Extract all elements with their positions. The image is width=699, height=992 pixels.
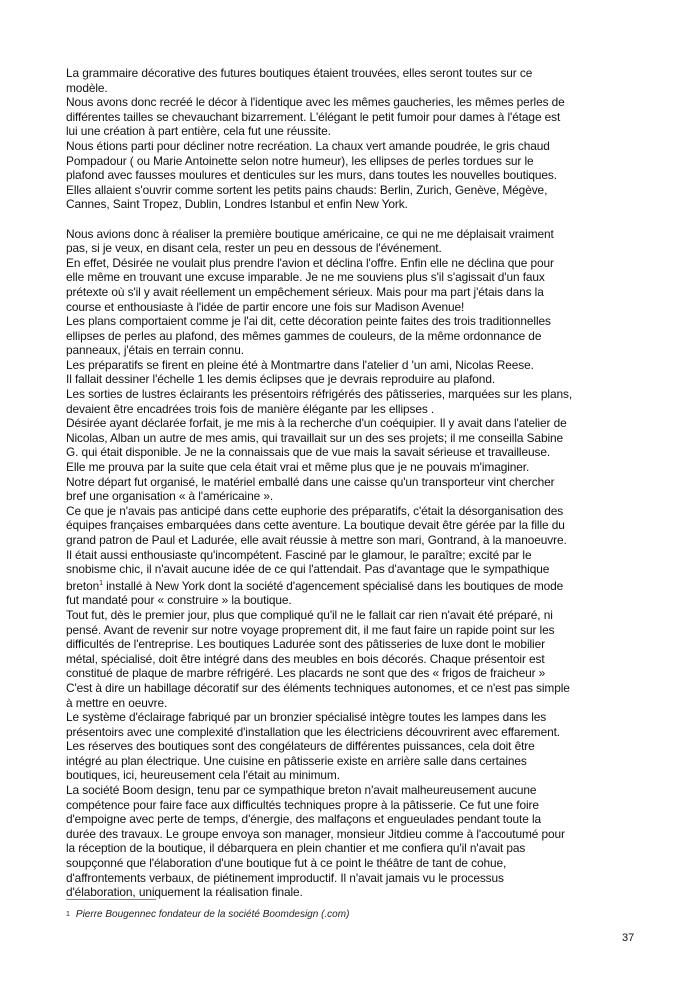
paragraph: Les plans comportaient comme je l'ai dit, cette décoration peinte faites des trois traditionnelles ellipses de perles au plafond, des mêmes gammes de couleurs, de la même ordonnance de panneaux, j'étais en terrain connu. bbox=[66, 314, 551, 358]
paragraph: En effet, Désirée ne voulait plus prendre l'avion et déclina l'offre. Enfin elle ne déclina que pour elle même en trouvant une excuse imparable. Je ne me souviens plus s'il s'agissait d'un faux prétexte où s'il y avait réellement un empêchement sérieux. Mais pour ma part j'étais dans la course et enthousiaste à l'idée de partir encore une fois sur Madison Avenue! bbox=[66, 255, 554, 314]
paragraph: Nous avons donc recréé le décor à l'identique avec les mêmes gaucheries, les mêmes perles de différentes tailles se chevauchant bizarrement. L'élégant le petit fumoir pour dames à l'étage est lui une création à part entière, cela fut une réussite. bbox=[66, 95, 565, 139]
paragraph: Les préparatifs se firent en pleine été à Montmartre dans l'atelier d 'un ami, Nicolas Reese. bbox=[66, 357, 534, 372]
paragraph: Le système d'éclairage fabriqué par un bronzier spécialisé intègre toutes les lampes dans les présentoirs avec une complexité d'installation que les électriciens découvrirent avec effarement. bbox=[66, 710, 561, 739]
paragraph: Tout fut, dès le premier jour, plus que compliqué qu'il ne le fallait car rien n'avait été préparé, ni pensé. Avant de revenir sur notre voyage proprement dit, il me faut faire un rapide point sur les difficultés de l'entreprise. Les boutiques Ladurée sont des pâtisseries de luxe dont le mobilier métal, spécialisé, doit être intégré dans des meubles en bois décorés. Chaque présentoir est constitué de plaque de marbre réfrigéré. Les placards ne sont que des « frigos de fraicheur » C'est à dire un habillage décoratif sur des éléments techniques autonomes, et ce n'est pas simple à mettre en oeuvre. bbox=[66, 607, 570, 710]
paragraph: Notre départ fut organisé, le matériel emballé dans une caisse qu'un transporteur vint chercher bref une organisation « à l'américaine ». bbox=[66, 474, 555, 504]
footnote-divider bbox=[66, 899, 156, 900]
paragraph: La grammaire décorative des futures boutiques étaient trouvées, elles seront toutes sur ce modèle. bbox=[66, 66, 533, 95]
paragraph-continuation: installé à New York dont la société d'agencement spécialisé dans les boutiques de mode fut mandaté pour « construire » la boutique. bbox=[66, 578, 564, 608]
inline-word: breton bbox=[66, 578, 100, 593]
footnote bbox=[66, 908, 349, 921]
paragraph: Nous étions parti pour décliner notre recréation. La chaux vert amande poudrée, le gris chaud Pompadour ( ou Marie Antoinette selon notre humeur), les ellipses de perles tordues sur le plafond avec fausses moulures et denticules sur les murs, dans toutes les nouvelles boutiques. Elles allaient s'ouvrir comme sortent les petits pains chauds: Berlin, Zurich, Genève, Mégève, Cannes, Saint Tropez, Dublin, Londres Istanbul et enfin New York. bbox=[66, 138, 557, 212]
paragraph-with-footnote-ref bbox=[66, 577, 634, 608]
paragraph: Elle me prouva par la suite que cela était vrai et même plus que je ne pouvais m'imaginer. bbox=[66, 460, 530, 475]
page-number: 37 bbox=[622, 932, 635, 944]
footnote-text: Pierre Bougennec fondateur de la société Boomdesign (.com) bbox=[75, 909, 350, 920]
paragraph: Les réserves des boutiques sont des congélateurs de différentes puissances, cela doit être intégré au plan électrique. Une cuisine en pâtisserie existe en arrière salle dans certaines boutiques, ici, heureusement cela l'était au minimum. bbox=[66, 739, 535, 783]
paragraph: Nous avions donc à réaliser la première boutique américaine, ce qui ne me déplaisait vraiment pas, si je veux, en disant cela, rester un peu en dessous de l'événement. bbox=[66, 226, 554, 256]
footnote-number: 1 bbox=[66, 911, 70, 918]
body-text bbox=[66, 66, 634, 900]
paragraph: Il était aussi enthousiaste qu'incompétent. Fasciné par le glamour, le paraître; excité par le snobisme chic, il n'avait aucune idée de ce qui l'attendait. Pas d'avantage que le sympathique bbox=[66, 547, 550, 577]
paragraph: Il fallait dessiner l'échelle 1 les demis éclipses que je devrais reproduire au plafond. bbox=[66, 372, 496, 387]
paragraph: La société Boom design, tenu par ce sympathique breton n'avait malheureusement aucune compétence pour faire face aux difficultés techniques propre à la pâtisserie. Ce fut une foire d'empoigne avec perte de temps, d'énergie, des malfaçons et engueulades pendant toute la durée des travaux. Le groupe envoya son manager, monsieur Jitdieu comme à l'accoutumé pour la réception de la boutique, il débarquera en plein chantier et me confiera qu'il n'avait pas soupçonné que l'élaboration d'une boutique fut à ce point le théâtre de tant de cohue, d'affrontements verbaux, de piétinement improductif. Il n'avait jamais vu le processus d'élaboration, uniquement la réalisation finale. bbox=[66, 783, 565, 900]
paragraph: Les sorties de lustres éclairants les présentoirs réfrigérés des pâtisseries, marquées sur les plans, devaient être encadrées trois fois de manière élégante par les ellipses . bbox=[66, 387, 573, 416]
footnote-reference[interactable]: 1 bbox=[99, 579, 103, 587]
paragraph: Désirée ayant déclarée forfait, je me mis à la recherche d'un coéquipier. Il y avait dans l'atelier de Nicolas, Alban un autre de mes amis, qui travaillait sur un des ses projets; il me conseilla Sabine G. qui était disponible. Je ne la connaissais que de vue mais la savait sérieuse et travailleuse. bbox=[66, 416, 567, 460]
paragraph: Ce que je n'avais pas anticipé dans cette euphorie des préparatifs, c'était la désorganisation des équipes françaises embarquées dans cette aventure. La boutique devait être gérée par la fille du grand patron de Paul et Ladurée, elle avait réussie à mettre son mari, Gontrand, à la manoeuvre. bbox=[66, 503, 567, 547]
